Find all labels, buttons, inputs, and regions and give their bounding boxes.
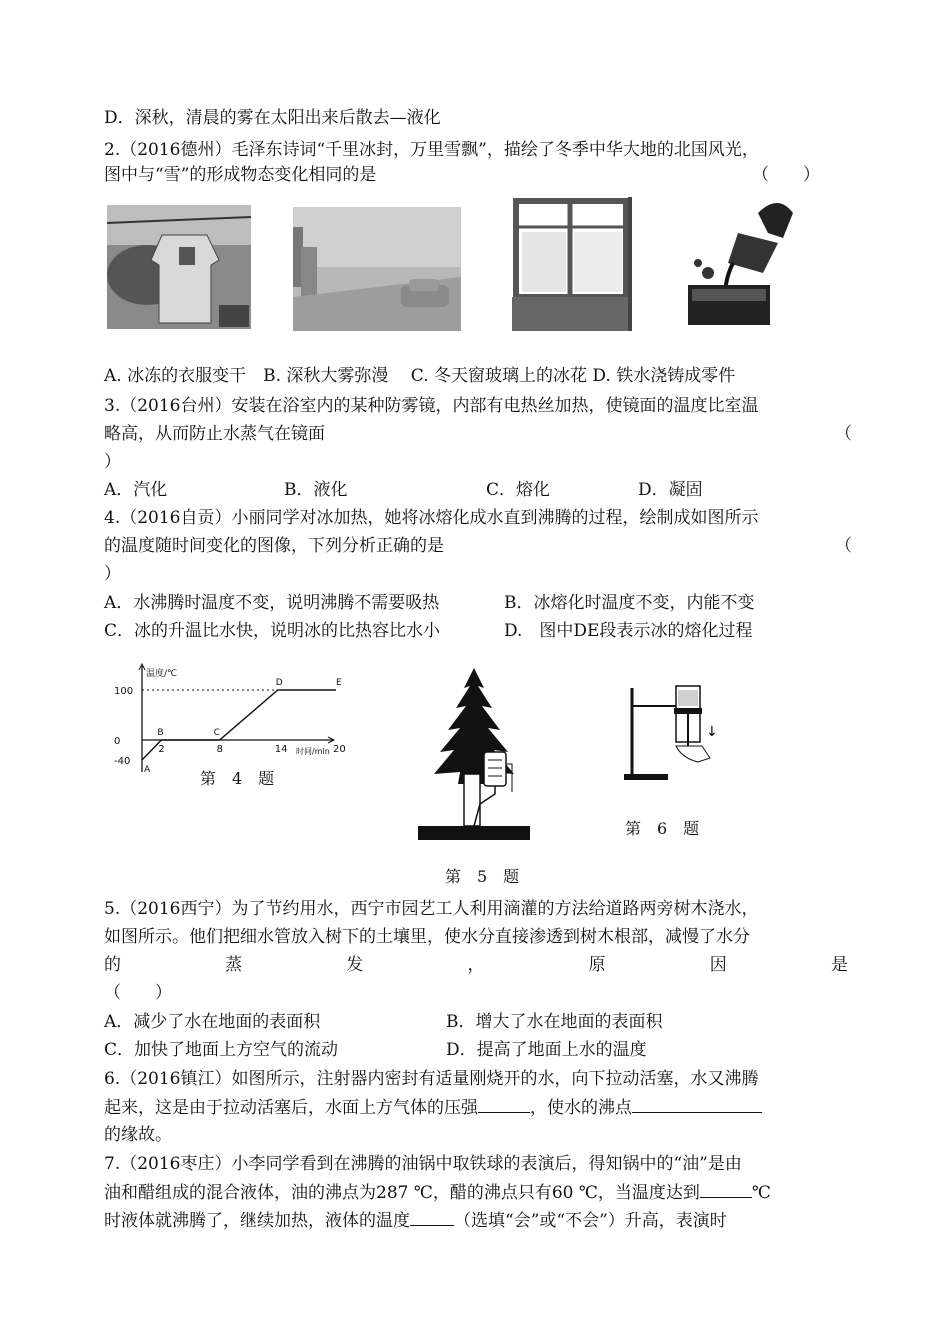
question-6-end: 的缘故。 <box>104 1125 172 1145</box>
fig6-caption: 第 6 题 <box>625 819 700 838</box>
temperature-time-chart <box>110 660 346 780</box>
q7-text-b: 时液体就沸腾了，继续加热，液体的温度 <box>104 1211 410 1231</box>
answer-bracket: （ ） <box>104 983 172 1003</box>
point-label: D <box>275 678 283 688</box>
y-tick-label: 100 <box>114 686 134 697</box>
q5-option-a: A．减少了水在地面的表面积 <box>104 1012 321 1032</box>
answer-bracket-open: （ <box>835 424 852 444</box>
q3-option-c: C．熔化 <box>486 480 551 500</box>
q7-unit: ℃ <box>751 1183 771 1203</box>
point-label: E <box>336 678 342 688</box>
fig4-caption: 第 4 题 <box>200 769 275 788</box>
y-tick-label: 0 <box>114 736 121 747</box>
down-arrow-icon: ↓ <box>706 724 718 740</box>
question-3-cont: 略高，从而防止水蒸气在镜面 <box>104 424 325 444</box>
fig5-caption: 第 5 题 <box>445 867 520 886</box>
question-2-cont: 图中与“雪”的形成物态变化相同的是 <box>104 165 377 185</box>
question-7-cont2 <box>104 1209 727 1232</box>
question-3: 3.（2016台州）安装在浴室内的某种防雾镜，内部有电热丝加热，使镜面的温度比室温 <box>104 396 759 416</box>
q4-option-c: C．冰的升温比水快，说明冰的比热容比水小 <box>104 621 441 641</box>
option-d-q1: D．深秋，清晨的雾在太阳出来后散去—液化 <box>104 108 441 128</box>
spaced-char: 因 <box>709 955 727 975</box>
blank-temperature[interactable] <box>700 1181 752 1198</box>
blank-boiling-point[interactable] <box>632 1096 762 1113</box>
spaced-char: 蒸 <box>225 955 243 975</box>
q7-text-c: （选填“会”或“不会”）升高，表演时 <box>454 1211 727 1231</box>
q6-text-b: ，使水的沸点 <box>530 1098 632 1118</box>
x-tick-label: 14 <box>274 744 288 755</box>
answer-bracket-open: （ <box>835 536 852 556</box>
q5-option-c: C．加快了地面上方空气的流动 <box>104 1040 339 1060</box>
question-6-cont <box>104 1096 762 1119</box>
x-tick-label: 8 <box>216 744 223 755</box>
q3-option-a: A．汽化 <box>104 480 168 500</box>
question-4: 4.（2016自贡）小丽同学对冰加热，她将冰熔化成水直到沸腾的过程，绘制成如图所示 <box>104 508 759 528</box>
spaced-char: 原 <box>588 955 606 975</box>
answer-bracket-close: ） <box>104 564 121 584</box>
question-5-spaced-line <box>104 954 848 976</box>
q4-option-d: D. 图中DE段表示冰的熔化过程 <box>504 621 753 641</box>
x-tick-label: 2 <box>158 744 165 755</box>
q4-option-a: A．水沸腾时温度不变，说明沸腾不需要吸热 <box>104 593 440 613</box>
syringe-stand-figure <box>620 680 730 784</box>
answer-bracket-close: ） <box>104 452 121 472</box>
question-7-cont <box>104 1181 771 1204</box>
frozen-clothes-photo <box>107 205 251 329</box>
q5-option-d: D．提高了地面上水的温度 <box>446 1040 647 1060</box>
q3-option-b: B．液化 <box>284 480 348 500</box>
molten-iron-photo <box>678 193 808 333</box>
question-6: 6.（2016镇江）如图所示，注射器内密封有适量刚烧开的水，向下拉动活塞，水又沸腾 <box>104 1069 759 1089</box>
q5-option-b: B．增大了水在地面的表面积 <box>446 1012 663 1032</box>
question-5: 5.（2016西宁）为了节约用水，西宁市园艺工人利用滴灌的方法给道路两旁树木浇水， <box>104 899 759 919</box>
point-label: C <box>213 728 220 738</box>
question-4-cont: 的温度随时间变化的图像，下列分析正确的是 <box>104 536 444 556</box>
point-label: A <box>144 765 151 775</box>
answer-bracket: （ ） <box>752 165 820 185</box>
x-axis-label: 时间/min <box>296 747 330 756</box>
blank-will-rise[interactable] <box>410 1209 454 1226</box>
q7-text-a: 油和醋组成的混合液体，油的沸点为287 ℃，醋的沸点只有60 ℃，当温度达到 <box>104 1183 700 1203</box>
question-7: 7.（2016枣庄）小李同学看到在沸腾的油锅中取铁球的表演后，得知锅中的“油”是由 <box>104 1154 742 1174</box>
tree-drip-irrigation-figure <box>418 664 530 844</box>
fog-road-photo <box>293 207 461 331</box>
point-label: B <box>157 728 164 738</box>
y-axis-label: 温度/℃ <box>146 669 178 679</box>
spaced-char: 是 <box>830 955 848 975</box>
question-2: 2.（2016德州）毛泽东诗词“千里冰封，万里雪飘”，描绘了冬季中华大地的北国风光， <box>104 140 759 160</box>
q3-option-d: D．凝固 <box>638 480 703 500</box>
q6-text-a: 起来，这是由于拉动活塞后，水面上方气体的压强 <box>104 1098 478 1118</box>
x-tick-label: 20 <box>333 744 346 755</box>
question-5-cont: 如图所示。他们把细水管放入树下的土壤里，使水分直接渗透到树木根部，减慢了水分 <box>104 927 750 947</box>
spaced-char: ， <box>467 955 485 975</box>
y-tick-label: -40 <box>114 756 131 767</box>
spaced-char: 发 <box>346 955 364 975</box>
q4-option-b: B．冰熔化时温度不变，内能不变 <box>504 593 755 613</box>
blank-pressure[interactable] <box>478 1096 530 1113</box>
question-2-options: A. 冰冻的衣服变干 B. 深秋大雾弥漫 C. 冬天窗玻璃上的冰花 D. 铁水浇铸成零件 <box>104 366 736 386</box>
window-frost-photo <box>512 197 640 331</box>
spaced-char: 的 <box>104 955 121 975</box>
